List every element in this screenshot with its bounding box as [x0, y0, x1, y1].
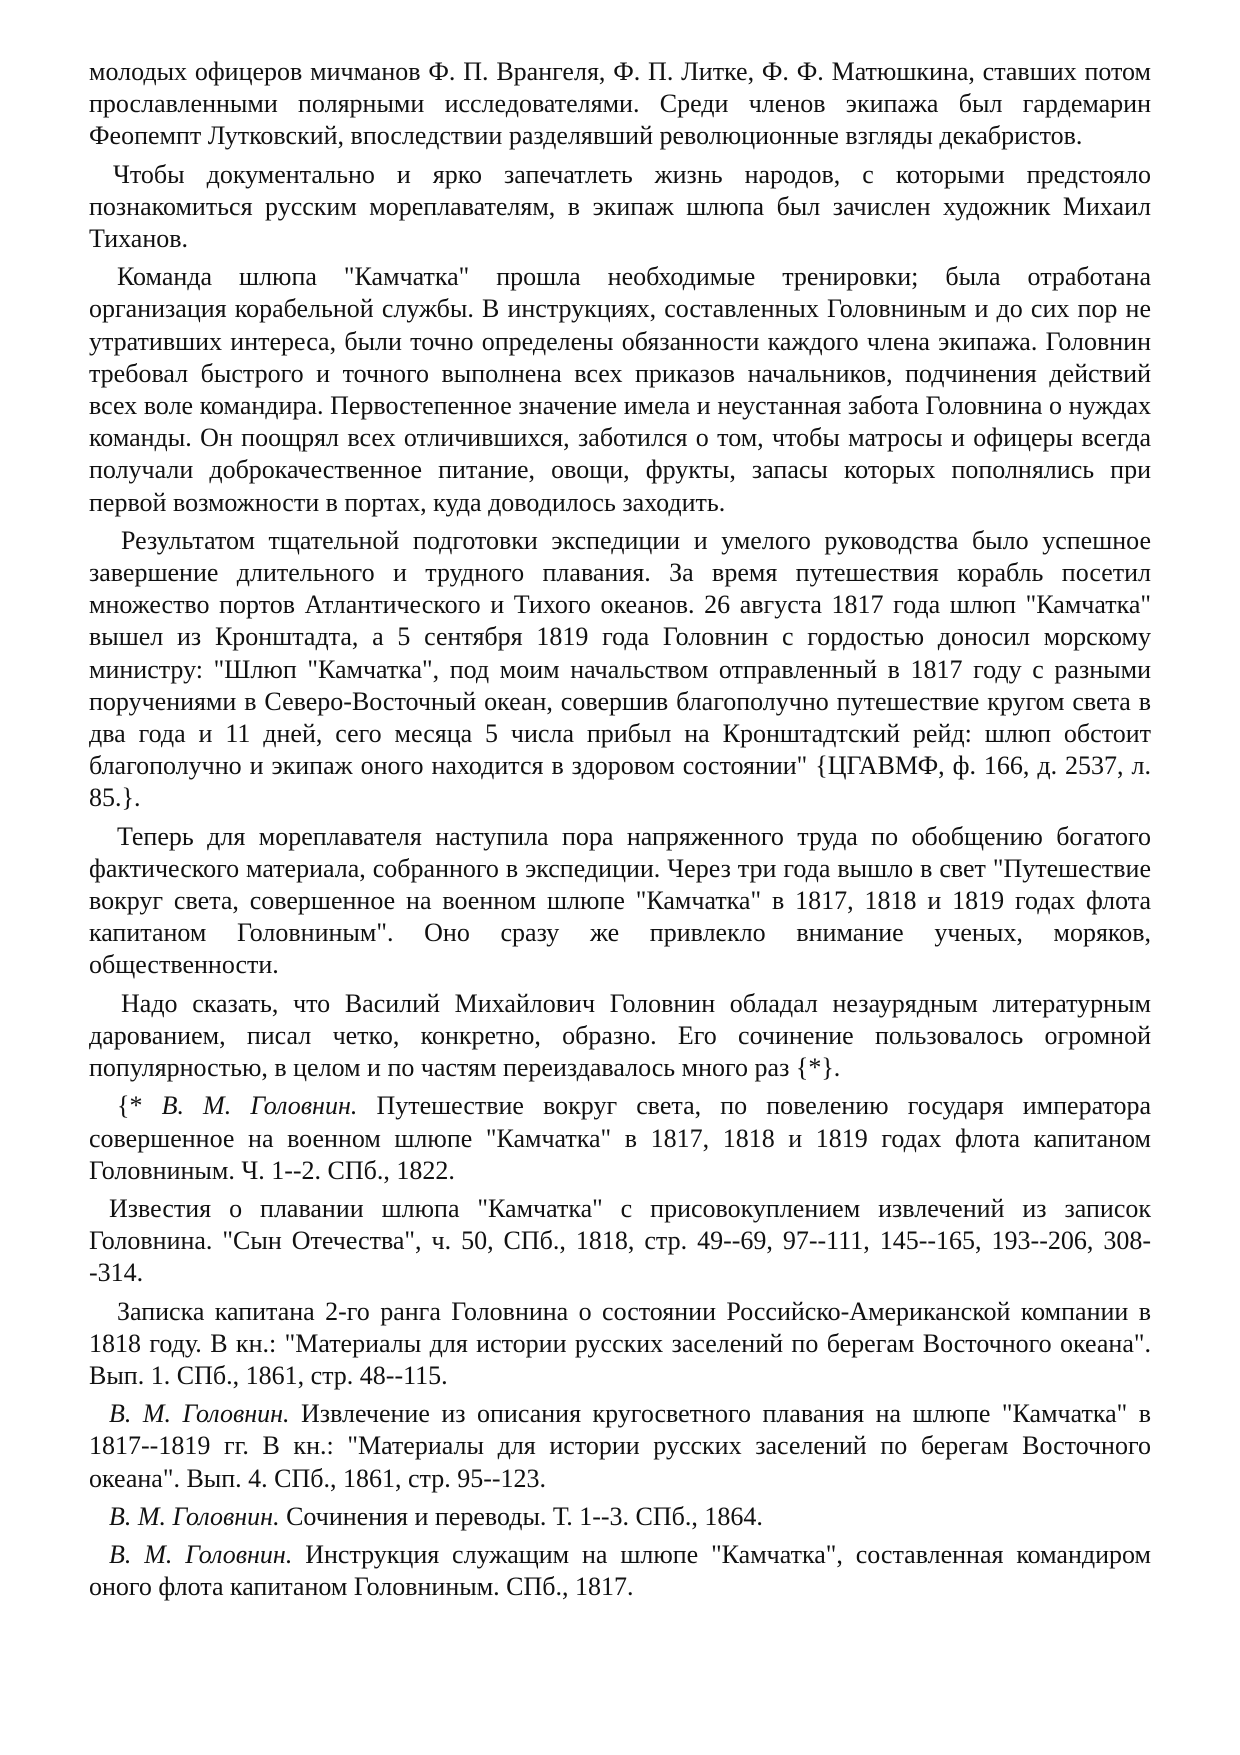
footnote-5	[89, 1501, 1151, 1533]
paragraph-literary-talent: Надо сказать, что Василий Михайлович Головнин обладал незаурядным литературным дарованием, писал четко, конкретно, образно. Его сочинение пользовалось огромной популярностью, в целом и по частям переиздавалось много раз {*}.	[89, 988, 1151, 1083]
paragraph-artist: Чтобы документально и ярко запечатлеть жизнь народов, с которыми предстояло познакомиться русским мореплавателям, в экипаж шлюпа был зачислен художник Михаил Тиханов.	[89, 159, 1151, 254]
footnote-3	[89, 1296, 1151, 1393]
footnote-prefix: {*	[117, 1091, 162, 1121]
document-page	[89, 56, 1151, 1609]
footnote-text: Извлечение из описания кругосветного плавания на шлюпе "Камчатка" в 1817--1819 гг. В кн.: "Материалы для истории русских заселений по берегам Восточного океана". Вып. 4. СПб., 1861, стр. 95--123.	[89, 1399, 1151, 1493]
footnote-text: Сочинения и переводы. Т. 1--3. СПб., 1864.	[279, 1501, 763, 1531]
footnote-author: В. М. Головнин.	[109, 1399, 290, 1429]
footnote-text: Путешествие вокруг света, по повелению государя императора совершенное на военном шлюпе "Камчатка" в 1817, 1818 и 1819 годах флота капитаном Головниным. Ч. 1--2. СПб., 1822.	[89, 1091, 1152, 1185]
paragraph-officers: молодых офицеров мичманов Ф. П. Врангеля, Ф. П. Литке, Ф. Ф. Матюшкина, ставших потом прославленными полярными исследователями. Среди членов экипажа был гардемарин Феопемпт Лутковский, впоследствии разделявший революционные взгляды декабристов.	[89, 57, 1151, 151]
footnote-author: В. М. Головнин.	[161, 1091, 358, 1121]
paragraph-publication: Теперь для мореплавателя наступила пора напряженного труда по обобщению богатого фактического материала, собранного в экспедиции. Через три года вышло в свет "Путешествие вокруг света, совершенное на военном шлюпе "Камчатка" в 1817, 1818 и 1819 годах флота капитаном Головниным". Оно сразу же привлекло внимание ученых, моряков, общественности.	[89, 821, 1151, 980]
footnote-text: Известия о плавании шлюпа "Камчатка" с присовокуплением извлечений из записок Головнина. "Сын Отечества", ч. 50, СПб., 1818, стр. 49--69, 97--111, 145--165, 193--206, 308--314.	[89, 1193, 1151, 1288]
footnote-2	[89, 1193, 1151, 1290]
footnote-1	[89, 1090, 1151, 1187]
paragraph-crew-training: Команда шлюпа "Камчатка" прошла необходимые тренировки; была отработана организация корабельной службы. В инструкциях, составленных Головниным и до сих пор не утративших интереса, были точно определены обязанности каждого члена экипажа. Головнин требовал быстрого и точного выполнена всех приказов начальников, подчинения действий всех воле командира. Первостепенное значение имела и неустанная забота Головнина о нуждах команды. Он поощрял всех отличившихся, заботился о том, чтобы матросы и офицеры всегда получали доброкачественное питание, овощи, фрукты, запасы которых пополнялись при первой возможности в портах, куда доводилось заходить.	[89, 262, 1151, 517]
footnote-4	[89, 1398, 1151, 1495]
footnote-6	[89, 1539, 1151, 1603]
footnote-text: Записка капитана 2-го ранга Головнина о состоянии Российско-Американской компании в 1818 году. В кн.: "Материалы для истории русских заселений по берегам Восточного океана". Вып. 1. СПб., 1861, стр. 48--115.	[89, 1296, 1151, 1390]
footnote-author: В. М. Головнин.	[109, 1539, 293, 1569]
paragraph-voyage-result: Результатом тщательной подготовки экспедиции и умелого руководства было успешное завершение длительного и трудного плавания. За время путешествия корабль посетил множество портов Атлантического и Тихого океанов. 26 августа 1817 года шлюп "Камчатка" вышел из Кронштадта, а 5 сентября 1819 года Головнин с гордостью доносил морскому министру: "Шлюп "Камчатка", под моим начальством отправленный в 1817 году с разными поручениями в Северо-Восточный океан, совершив благополучно путешествие кругом света в два года и 11 дней, сего месяца 5 числа прибыл на Кронштадтский рейд: шлюп обстоит благополучно и экипаж оного находится в здоровом состоянии" {ЦГАВМФ, ф. 166, д. 2537, л. 85.}.	[89, 525, 1151, 813]
footnote-text: Инструкция служащим на шлюпе "Камчатка", составленная командиром оного флота капитаном Головниным. СПб., 1817.	[89, 1539, 1151, 1602]
footnote-author: В. М. Головнин.	[109, 1501, 280, 1531]
